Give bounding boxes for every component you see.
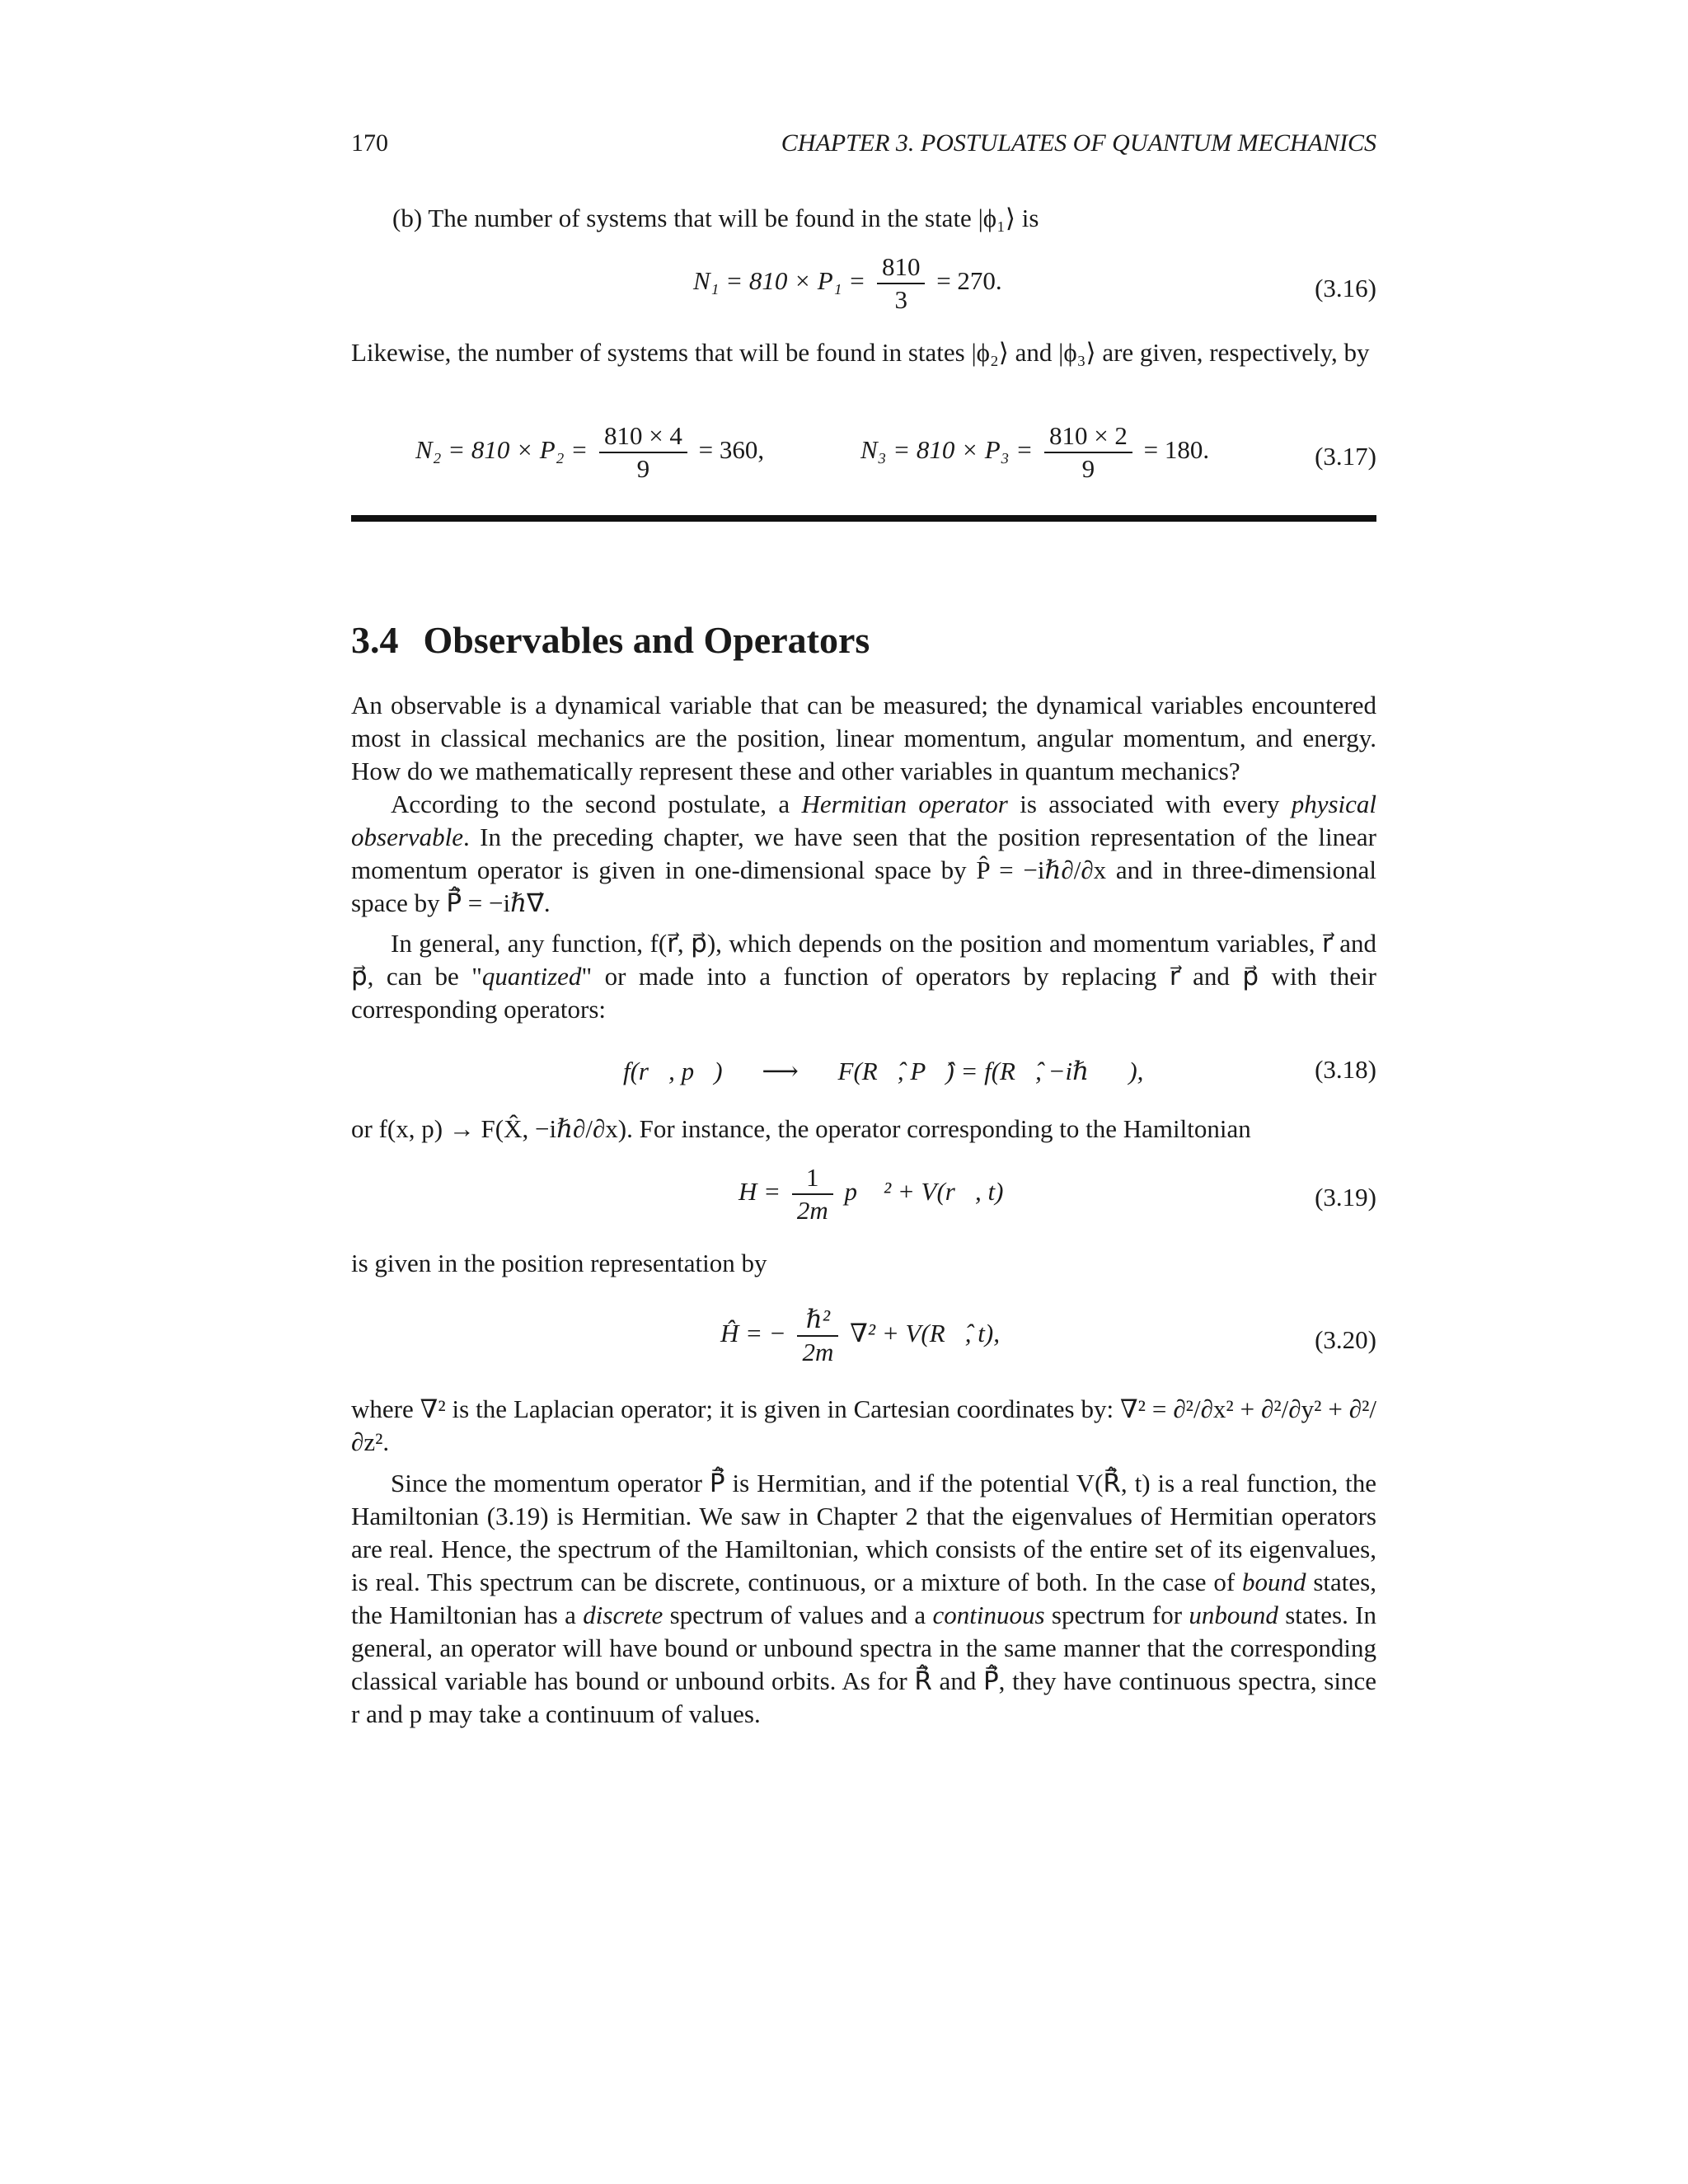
eq-3-19-numerator: 1 — [792, 1162, 833, 1195]
p3-quantized: quantized — [481, 962, 582, 991]
page-number: 170 — [351, 129, 388, 157]
equation-3-19 — [738, 1162, 1003, 1226]
eq-3-17-lhs-1: N₂ = 810 × P₂ = — [415, 435, 588, 465]
eq-3-20-fraction — [797, 1304, 838, 1368]
running-title: CHAPTER 3. POSTULATES OF QUANTUM MECHANICS — [781, 129, 1376, 157]
p7-discrete: discrete — [583, 1601, 663, 1629]
eq-3-16-numerator: 810 — [877, 251, 926, 284]
equation-label-3-16: (3.16) — [1315, 274, 1376, 302]
p2-text-c: . In the preceding chapter, we have seen that the position representation of the linear momentum operator is given in one-dimensional space by P̂ = −iℏ∂/∂x and in three-dimensional space by P⃗̂ = −iℏ∇⃗. — [351, 823, 1376, 917]
eq-3-17-lhs-2: N₃ = 810 × P₃ = — [860, 435, 1034, 465]
eq-3-18-rhs: F(R⃗̂, P⃗̂) = f(R⃗̂, −iℏ∇⃗), — [837, 1057, 1144, 1085]
part-b-intro: (b) The number of systems that will be found in the state |ϕ₁⟩ is — [392, 204, 1039, 232]
eq-3-19-lhs: H = — [738, 1177, 781, 1207]
eq-3-16-rhs: = 270. — [936, 266, 1002, 296]
eq-3-20-numerator: ℏ² — [797, 1304, 838, 1337]
eq-3-20-lhs: Ĥ = − — [720, 1319, 786, 1348]
paragraph-observable-definition: An observable is a dynamical variable that can be measured; the dynamical variables encountered most in classical mechanics are the position, linear momentum, angular momentum, and energy. How do we mathematically represent these and other variables in quantum mechanics? — [351, 691, 1376, 785]
section-divider-rule — [351, 515, 1376, 522]
paragraph-laplacian: where ∇² is the Laplacian operator; it is given in Cartesian coordinates by: ∇² = ∂²/∂x² + ∂²/∂y² + ∂²/∂z². — [351, 1394, 1376, 1456]
eq-3-17-rhs-2: = 180. — [1143, 435, 1210, 465]
eq-3-19-rhs: p⃗ ² + V(r⃗, t) — [844, 1177, 1004, 1207]
paragraph-quantization — [351, 927, 1376, 1026]
eq-3-19-fraction — [792, 1162, 833, 1226]
eq-3-17-numerator-2: 810 × 2 — [1044, 420, 1132, 453]
eq-3-17-denominator-2: 9 — [1081, 454, 1095, 483]
eq-3-16-lhs: N₁ = 810 × P₁ = — [693, 266, 866, 296]
eq-3-18-arrow: ⟶ — [762, 1057, 799, 1085]
equation-label-3-19: (3.19) — [1315, 1183, 1376, 1212]
eq-3-20-denominator: 2m — [802, 1338, 834, 1366]
section-heading — [351, 618, 870, 662]
p2-hermitian-operator: Hermitian operator — [801, 790, 1008, 818]
equation-3-17-b — [860, 420, 1209, 485]
equation-label-3-20: (3.20) — [1315, 1325, 1376, 1354]
p7-text-c: spectrum of values and a — [663, 1601, 933, 1629]
p7-text-a: Since the momentum operator P⃗̂ is Hermitian, and if the potential V(R⃗̂, t) is a real function, the Hamiltonian (3.19) is Hermitian. We saw in Chapter 2 that the eigenvalues of Hermitian operators are real. Hence, the spectrum of the Hamiltonian, which consists of the entire set of its eigenvalues, is real. This spectrum can be discrete, continuous, or a mixture of both. In the case of — [351, 1469, 1376, 1596]
paragraph-hamiltonian-intro: or f(x, p) → F(X̂, −iℏ∂/∂x). For instance, the operator corresponding to the Hamiltonian — [351, 1114, 1251, 1143]
paragraph-hermitian-spectrum — [351, 1467, 1376, 1731]
p2-text-b: is associated with every — [1007, 790, 1292, 818]
p7-text-b: states, the Hamiltonian has a — [351, 1568, 1376, 1629]
eq-3-18-lhs: f(r⃗, p⃗) — [623, 1057, 723, 1085]
eq-3-20-rhs: ∇² + V(R⃗̂, t), — [850, 1319, 1000, 1348]
equation-3-18 — [623, 1055, 1143, 1088]
eq-3-16-fraction — [877, 251, 926, 316]
p3-text-a: In general, any function, f(r⃗, p⃗), which depends on the position and momentum variables, r⃗ and p⃗, can be " — [351, 929, 1376, 991]
eq-3-16-denominator: 3 — [894, 285, 907, 314]
equation-label-3-18: (3.18) — [1315, 1055, 1376, 1084]
p7-continuous: continuous — [932, 1601, 1045, 1629]
eq-3-17-numerator-1: 810 × 4 — [599, 420, 687, 453]
p7-bound: bound — [1242, 1568, 1306, 1596]
p2-text-a: According to the second postulate, a — [391, 790, 802, 818]
eq-3-17-rhs-1: = 360, — [698, 435, 765, 465]
section-title: Observables and Operators — [423, 619, 870, 661]
eq-3-19-denominator: 2m — [796, 1196, 828, 1225]
eq-3-17-fraction-1 — [599, 420, 687, 485]
document-page — [351, 0, 1376, 2184]
paragraph-second-postulate — [351, 788, 1376, 920]
p7-text-e: states. In general, an operator will have bound or unbound spectra in the same manner that the corresponding classical variable has bound or unbound orbits. As for R⃗̂ and P⃗̂, they have continuous spectra, since r and p may take a continuum of values. — [351, 1601, 1377, 1728]
eq-3-17-denominator-1: 9 — [636, 454, 650, 483]
equation-3-16 — [693, 251, 1002, 316]
equation-label-3-17: (3.17) — [1315, 442, 1376, 471]
section-number: 3.4 — [351, 619, 399, 661]
p7-unbound: unbound — [1189, 1601, 1278, 1629]
p2-physical-observable: physical observable — [351, 790, 1377, 851]
p3-text-b: " or made into a function of operators by replacing r⃗ and p⃗ with their corresponding operators: — [351, 962, 1376, 1024]
p7-text-d: spectrum for — [1044, 1601, 1189, 1629]
likewise-paragraph: Likewise, the number of systems that will be found in states |ϕ₂⟩ and |ϕ₃⟩ are given, respectively, by — [351, 338, 1370, 367]
eq-3-17-fraction-2 — [1044, 420, 1132, 485]
equation-3-20 — [720, 1304, 1000, 1368]
paragraph-position-representation: is given in the position representation by — [351, 1249, 767, 1277]
equation-3-17 — [415, 420, 764, 485]
